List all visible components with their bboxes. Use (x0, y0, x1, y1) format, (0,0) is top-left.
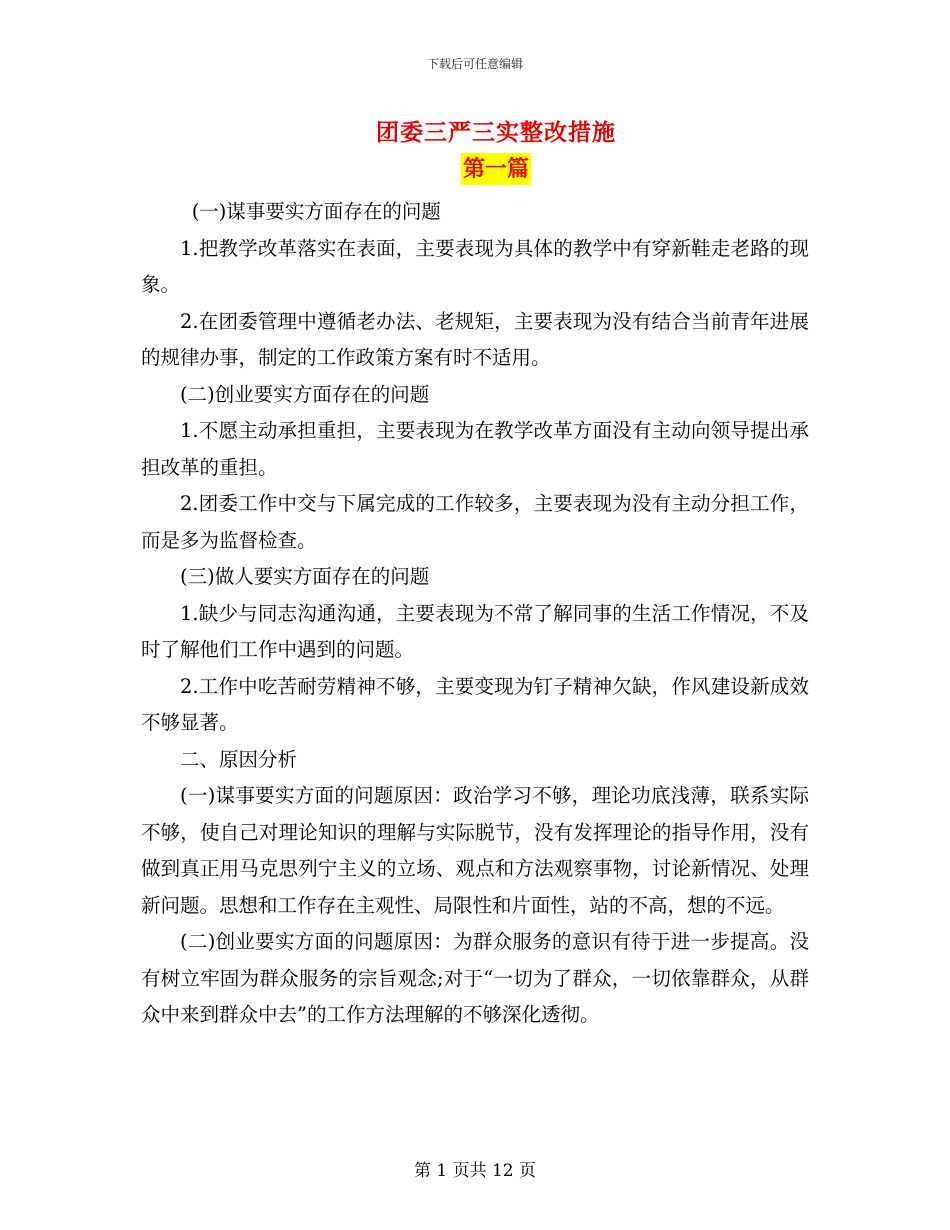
paragraph: (一)谋事要实方面的问题原因：政治学习不够，理论功底浅薄，联系实际不够，使自己对理论知识的理解与实际脱节，没有发挥理论的指导作用，没有做到真正用马克思列宁主义的立场、观点和方法观察事物，讨论新情况、处理新问题。思想和工作存在主观性、局限性和片面性，站的不高，想的不远。 (141, 784, 809, 917)
paragraph: 2.工作中吃苦耐劳精神不够，主要变现为钉子精神欠缺，作风建设新成效不够显著。 (141, 674, 809, 734)
page-number-footer: 第 1 页共 12 页 (413, 1161, 537, 1181)
section-heading: (三)做人要实方面存在的问题 (180, 565, 430, 588)
paragraph: (二)创业要实方面的问题原因：为群众服务的意识有待于进一步提高。没有树立牢固为群众服务的宗旨观念;对于“一切为了群众，一切依靠群众，从群众中来到群众中去”的工作方法理解的不够深化透彻。 (141, 930, 809, 1026)
paragraph: 1.缺少与同志沟通沟通，主要表现为不常了解同事的生活工作情况，不及时了解他们工作中遇到的问题。 (141, 601, 809, 661)
paragraph: 2.在团委管理中遵循老办法、老规矩，主要表现为没有结合当前青年进展的规律办事，制定的工作政策方案有时不适用。 (141, 309, 809, 369)
section-heading: (一)谋事要实方面存在的问题 (191, 200, 441, 223)
document-subtitle: 第一篇 (461, 153, 531, 185)
paragraph: 2.团委工作中交与下属完成的工作较多，主要表现为没有主动分担工作，而是多为监督检查。 (141, 492, 809, 552)
paragraph: 1.不愿主动承担重担，主要表现为在教学改革方面没有主动向领导提出承担改革的重担。 (141, 419, 809, 479)
paragraph: 1.把教学改革落实在表面，主要表现为具体的教学中有穿新鞋走老路的现象。 (141, 236, 809, 296)
page-header-note: 下载后可任意编辑 (426, 57, 523, 71)
subtitle-wrapper (0, 153, 950, 185)
section-heading: (二)创业要实方面存在的问题 (180, 382, 430, 406)
section-heading: 二、原因分析 (180, 747, 298, 771)
document-title: 团委三严三实整改措施 (376, 119, 616, 146)
document-body (141, 194, 809, 1034)
